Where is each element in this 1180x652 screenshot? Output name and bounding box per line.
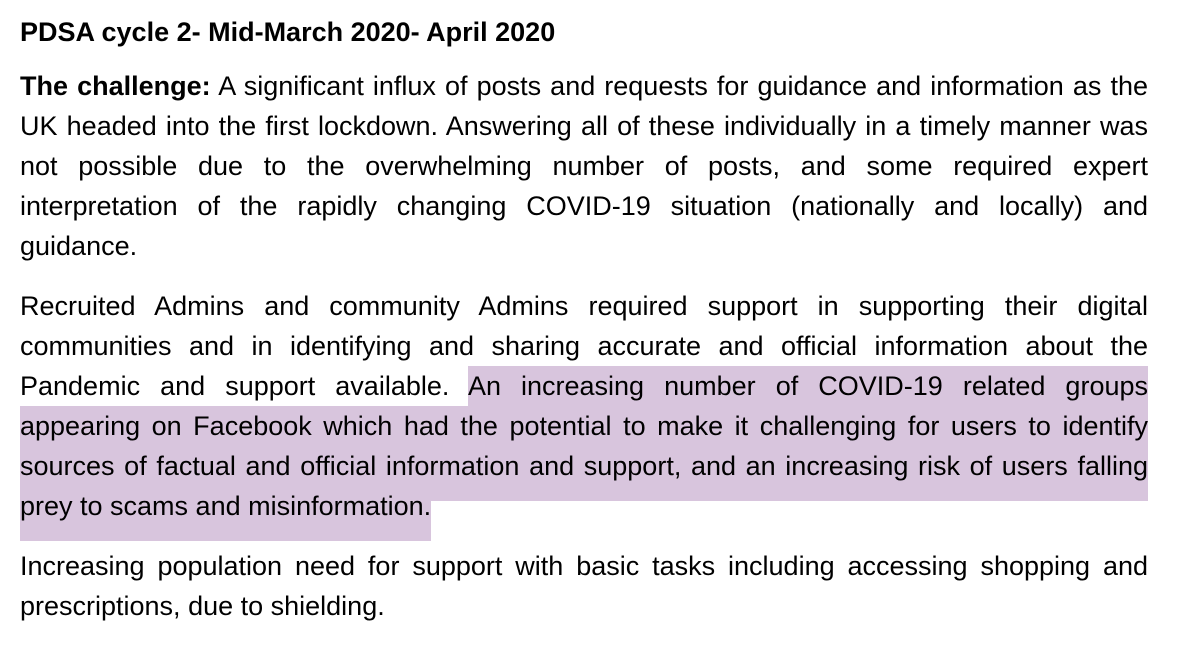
challenge-lead: The challenge: bbox=[20, 71, 211, 101]
section-heading: PDSA cycle 2- Mid-March 2020- April 2020 bbox=[20, 17, 556, 47]
highlighted-text: An increasing number of COVID-19 related groups appearing on Facebook which had the potential to make it challenging for users to identify sources of factual and official information and support, and an increasing risk of users falling prey to scams and misinformation. bbox=[20, 366, 1148, 541]
challenge-text: A significant influx of posts and requests for guidance and information as the UK headed into the first lockdown. Answering all of these individually in a timely manner was not possible due to the overwhelming number of posts, and some required expert interpretation of the rapidly changing COVID-19 situation (nationally and locally) and guidance. bbox=[20, 71, 1148, 261]
population-text: Increasing population need for support with basic tasks including accessing shopping and prescriptions, due to shielding. bbox=[20, 551, 1148, 621]
population-paragraph bbox=[20, 546, 1148, 626]
admins-text: Recruited Admins and community Admins required support in supporting their digital communities and in identifying and sharing accurate and official information about the Pandemic and support available. bbox=[20, 291, 1148, 401]
admins-paragraph bbox=[20, 286, 1148, 526]
document-page bbox=[20, 12, 1148, 626]
challenge-paragraph bbox=[20, 66, 1148, 266]
